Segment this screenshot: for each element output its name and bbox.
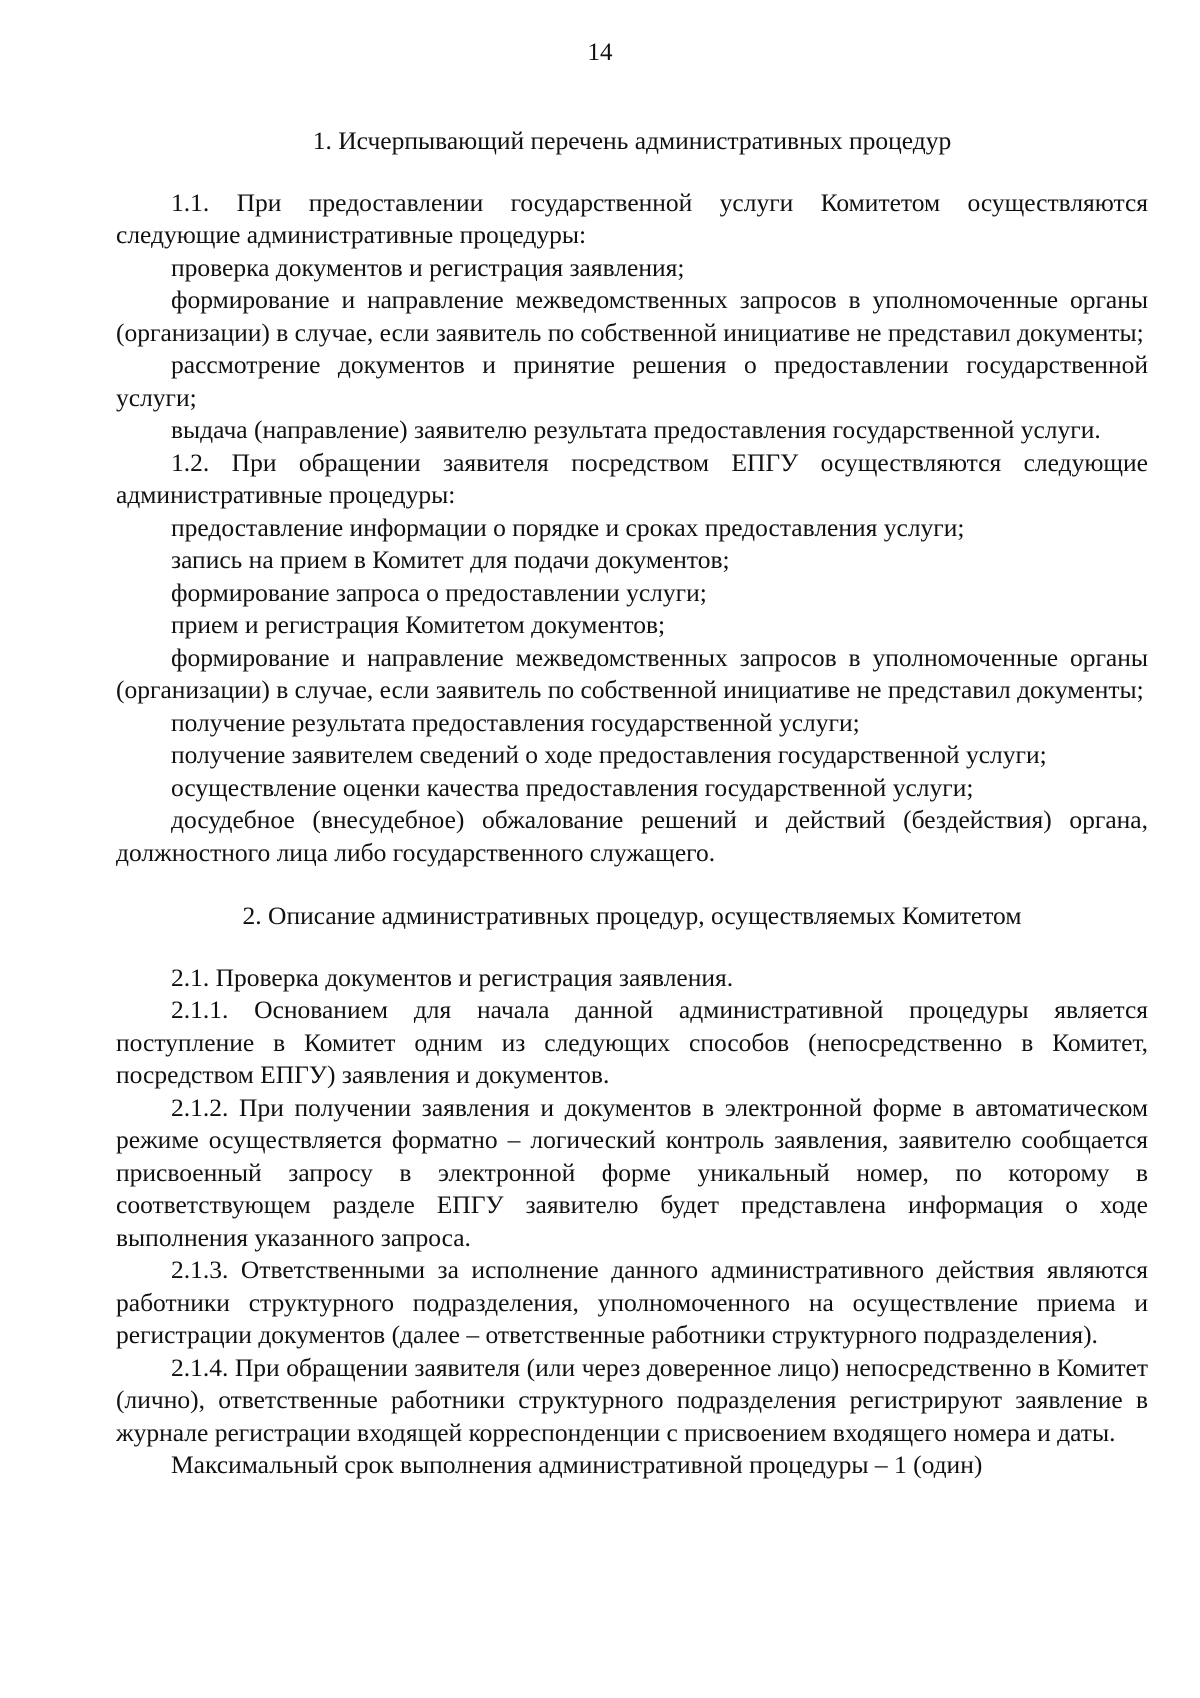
paragraph: 2.1.4. При обращении заявителя (или через доверенное лицо) непосредственно в Комитет (лично), ответственные работники структурного подразделения регистрируют заявление в журнале регистрации входящей корреспонденции с присвоением входящего номера и даты. bbox=[116, 1352, 1148, 1447]
paragraph: запись на прием в Комитет для подачи документов; bbox=[171, 545, 730, 574]
paragraph: 2.1.3. Ответственными за исполнение данного административного действия являются работники структурного подразделения, уполномоченного на осуществление приема и регистрации документов (далее – ответственные работники структурного подразделения). bbox=[116, 1255, 1148, 1349]
paragraph: 2.1.1. Основанием для начала данной административной процедуры является поступление в Комитет одним из следующих способов (непосредственно в Комитет, посредством ЕПГУ) заявления и документов. bbox=[116, 995, 1148, 1089]
paragraph: проверка документов и регистрация заявления; bbox=[171, 252, 685, 282]
paragraph: Максимальный срок выполнения административной процедуры – 1 (один) bbox=[171, 1450, 983, 1479]
section-1-body bbox=[116, 187, 1148, 870]
paragraph: досудебное (внесудебное) обжалование решений и действий (бездействия) органа, должностного лица либо государственного служащего. bbox=[116, 805, 1148, 867]
paragraph: получение заявителем сведений о ходе предоставления государственной услуги; bbox=[171, 740, 1047, 769]
paragraph: формирование и направление межведомственных запросов в уполномоченные органы (организации) в случае, если заявитель по собственной инициативе не представил документы; bbox=[116, 642, 1148, 704]
section-2-body bbox=[116, 962, 1148, 1482]
section-heading-2: 2. Описание административных процедур, осуществляемых Комитетом bbox=[242, 901, 1022, 930]
paragraph: предоставление информации о порядке и сроках предоставления услуги; bbox=[171, 512, 965, 542]
page-number: 14 bbox=[587, 39, 613, 66]
paragraph: 2.1. Проверка документов и регистрация заявления. bbox=[171, 962, 734, 992]
paragraph: прием и регистрация Комитетом документов; bbox=[171, 610, 666, 639]
paragraph: осуществление оценки качества предоставления государственной услуги; bbox=[171, 772, 974, 802]
document-body bbox=[116, 125, 1148, 1482]
paragraph: формирование запроса о предоставлении услуги; bbox=[171, 577, 707, 607]
paragraph: рассмотрение документов и принятие решения о предоставлении государственной услуги; bbox=[116, 350, 1148, 412]
paragraph: получение результата предоставления государственной услуги; bbox=[171, 707, 860, 737]
paragraph: 1.1. При предоставлении государственной услуги Комитетом осуществляются следующие административные процедуры: bbox=[116, 187, 1148, 249]
paragraph: 1.2. При обращении заявителя посредством ЕПГУ осуществляются следующие административные процедуры: bbox=[116, 447, 1148, 509]
paragraph: 2.1.2. При получении заявления и документов в электронной форме в автоматическом режиме осуществляется форматно – логический контроль заявления, заявителю сообщается присвоенный запросу в электронной форме уникальный номер, по которому в соответствующем разделе ЕПГУ заявителю будет представлена информация о ходе выполнения указанного запроса. bbox=[116, 1092, 1148, 1252]
paragraph: выдача (направление) заявителю результата предоставления государственной услуги. bbox=[171, 415, 1101, 444]
section-heading-1: 1. Исчерпывающий перечень административных процедур bbox=[312, 126, 952, 155]
paragraph: формирование и направление межведомственных запросов в уполномоченные органы (организации) в случае, если заявитель по собственной инициативе не представил документы; bbox=[116, 285, 1148, 347]
